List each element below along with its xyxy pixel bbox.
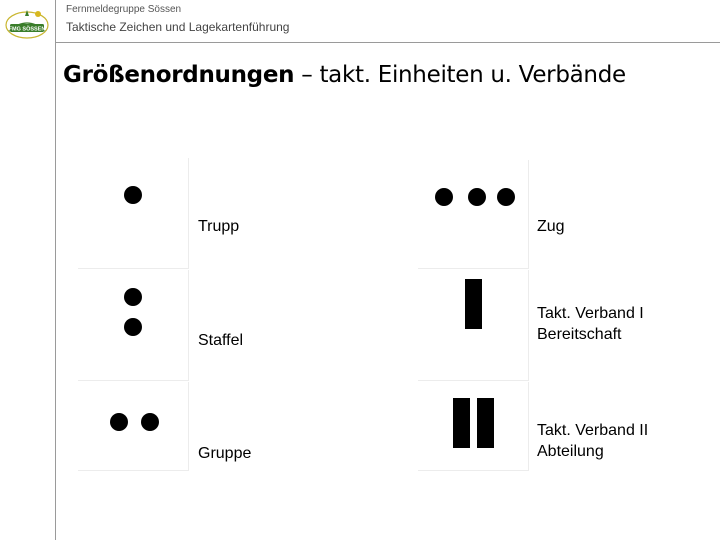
symbol-cell-takt-verband-1 xyxy=(418,270,529,381)
organization-name: Fernmeldegruppe Sössen xyxy=(66,4,182,15)
label-zug: Zug xyxy=(537,218,565,235)
slide-title-rest: – takt. Einheiten u. Verbände xyxy=(294,62,626,88)
single-bar-icon xyxy=(465,279,482,329)
label-takt-verband-1-line2: Bereitschaft xyxy=(537,326,622,343)
label-gruppe: Gruppe xyxy=(198,445,252,462)
header-divider xyxy=(55,42,720,43)
symbol-cell-takt-verband-2 xyxy=(418,382,529,471)
label-trupp: Trupp xyxy=(198,218,240,235)
course-title: Taktische Zeichen und Lagekartenführung xyxy=(66,20,290,34)
symbol-cell-trupp xyxy=(78,158,189,269)
symbol-cell-zug xyxy=(418,160,529,269)
label-takt-verband-1 xyxy=(537,303,644,345)
left-divider xyxy=(55,0,56,540)
slide-title xyxy=(63,62,626,88)
slide-title-bold: Größenordnungen xyxy=(63,62,295,88)
organization-logo-icon xyxy=(3,5,51,41)
svg-text:FMG SÖSSEN: FMG SÖSSEN xyxy=(8,26,46,33)
label-takt-verband-2-line1: Takt. Verband II xyxy=(537,422,649,439)
label-takt-verband-2 xyxy=(537,420,648,462)
symbol-cell-staffel xyxy=(78,270,189,381)
label-staffel: Staffel xyxy=(198,332,244,349)
symbol-cell-gruppe xyxy=(78,382,189,471)
label-takt-verband-2-line2: Abteilung xyxy=(537,443,604,460)
label-takt-verband-1-line1: Takt. Verband I xyxy=(537,305,644,322)
